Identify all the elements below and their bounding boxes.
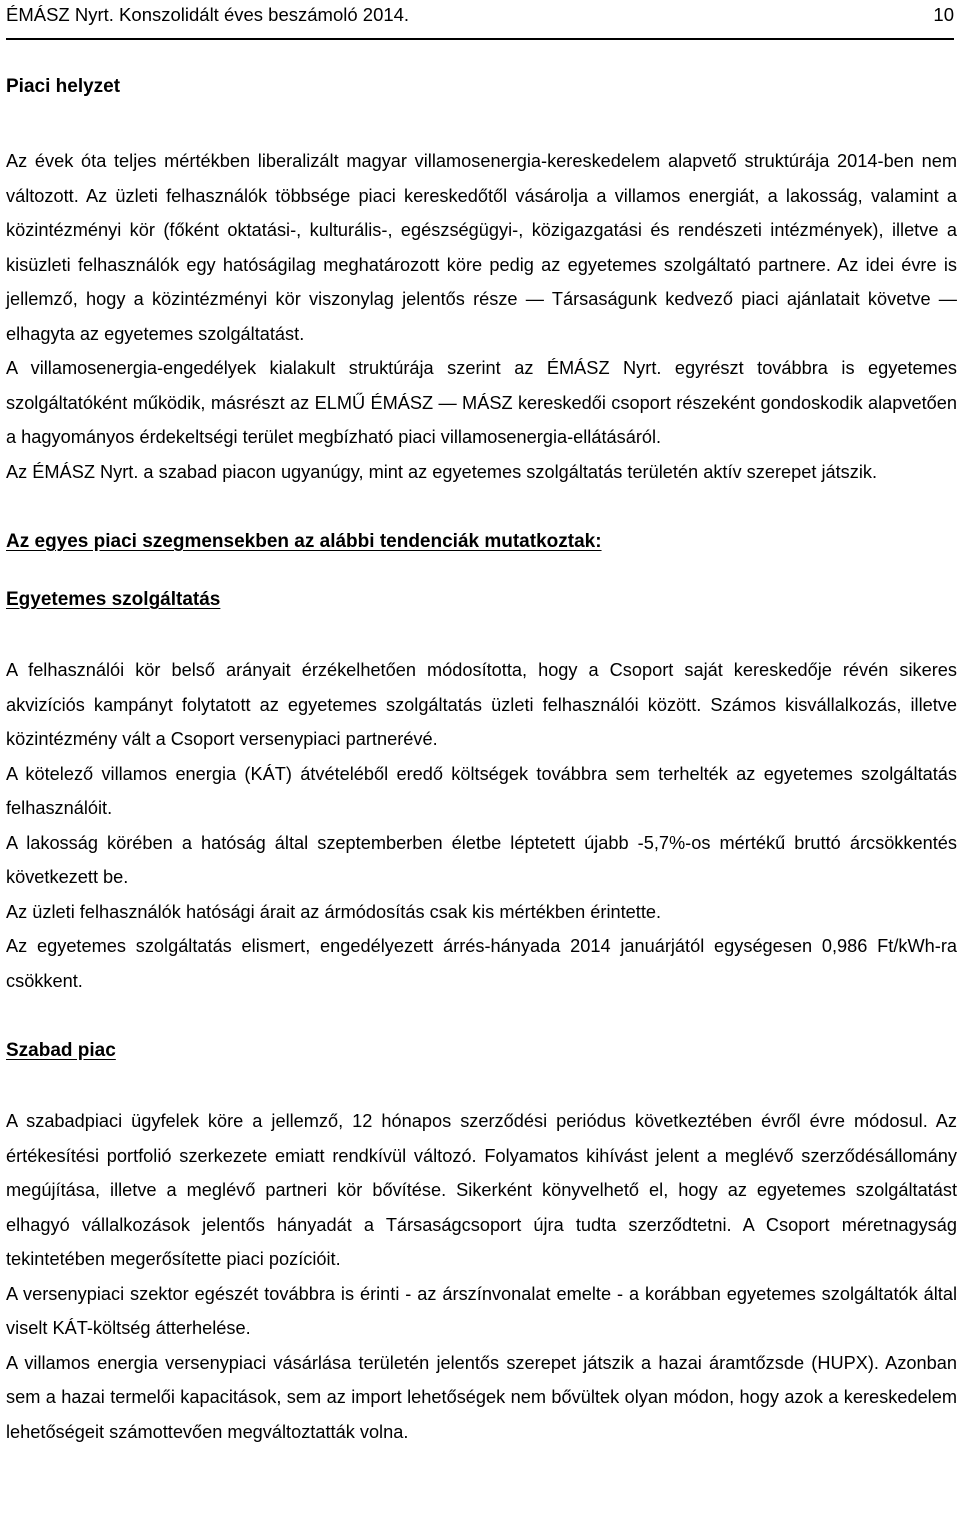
paragraph: A felhasználói kör belső arányait érzékelhetően módosította, hogy a Csoport saját kereskedője révén sikeres akvizíciós kampányt folytatott az egyetemes szolgáltatás üzleti felhasználói között. Számos kisvállalkozás, illetve közintézmény vált a Csoport versenypiaci partnerévé. (6, 660, 957, 749)
section-title-free-market: Szabad piac (6, 1040, 116, 1061)
paragraph: Az ÉMÁSZ Nyrt. a szabad piacon ugyanúgy, mint az egyetemes szolgáltatás területén aktív szerepet játszik. (6, 461, 878, 482)
section-title-market: Piaci helyzet (6, 76, 121, 97)
paragraph: Az egyetemes szolgáltatás elismert, engedélyezett árrés-hányada 2014 januárjától egységesen 0,986 Ft/kWh-ra csökkent. (6, 936, 957, 991)
page-number: 10 (933, 4, 954, 25)
paragraph: A szabadpiaci ügyfelek köre a jellemző, 12 hónapos szerződési periódus következtében évről évre módosul. Az értékesítési portfolió szerkezete emiatt rendkívül változó. Folyamatos kihívást jelent a meglévő szerződésállomány megújítása, illetve a meglévő partneri kör bővítése. Sikerként könyvelhető el, hogy az egyetemes szolgáltatást elhagyó vállalkozások jelentős hányadát a Társaságcsoport újra tudta szerződtetni. A Csoport méretnagyság tekintetében megerősítette piaci pozícióit. (6, 1111, 957, 1269)
segments-heading: Az egyes piaci szegmensekben az alábbi tendenciák mutatkoztak: (6, 531, 602, 552)
report-title: ÉMÁSZ Nyrt. Konszolidált éves beszámoló 2014. (6, 4, 410, 25)
paragraph: A kötelező villamos energia (KÁT) átvételéből eredő költségek továbbra sem terhelték az egyetemes szolgáltatás felhasználóit. (6, 763, 957, 818)
paragraph: A villamos energia versenypiaci vásárlása területén jelentős szerepet játszik a hazai áramtőzsde (HUPX). Azonban sem a hazai termelői kapacitások, sem az import lehetőségek nem bővültek olyan módon, hogy azok a kereskedelem lehetőségeit számottevően megváltoztatták volna. (6, 1352, 957, 1442)
paragraph: A versenypiaci szektor egészét továbbra is érinti - az árszínvonalat emelte - a korábban egyetemes szolgáltatók által viselt KÁT-költség átterhelése. (6, 1283, 957, 1338)
paragraph: Az évek óta teljes mértékben liberalizált magyar villamosenergia-kereskedelem alapvető struktúrája 2014-ben nem változott. Az üzleti felhasználók többsége piaci kereskedőtől vásárolja a villamos energiát, a lakosság, valamint a közintézményi kör (főként oktatási-, kulturális-, egészségügyi-, közigazgatási és rendészeti intézmények), illetve a kisüzleti felhasználók egy hatóságilag meghatározott köre pedig az egyetemes szolgáltató partnere. Az idei évre is jellemző, hogy a közintézményi kör viszonylag jelentős része — Társaságunk kedvező piaci ajánlatait követve — elhagyta az egyetemes szolgáltatást. (6, 151, 957, 344)
page-header (6, 0, 954, 40)
document-body (6, 70, 957, 1449)
section-title-universal: Egyetemes szolgáltatás (6, 589, 221, 610)
paragraph: A villamosenergia-engedélyek kialakult struktúrája szerint az ÉMÁSZ Nyrt. egyrészt továbbra is egyetemes szolgáltatóként működik, másrészt az ELMŰ ÉMÁSZ — MÁSZ kereskedői csoport részeként gondoskodik alapvetően a hagyományos érdekeltségi terület megbízható piaci villamosenergia-ellátásáról. (6, 358, 957, 447)
paragraph: Az üzleti felhasználók hatósági árait az ármódosítás csak kis mértékben érintette. (6, 901, 662, 922)
paragraph: A lakosság körében a hatóság által szeptemberben életbe léptetett újabb -5,7%-os mértékű bruttó árcsökkentés következett be. (6, 832, 957, 887)
